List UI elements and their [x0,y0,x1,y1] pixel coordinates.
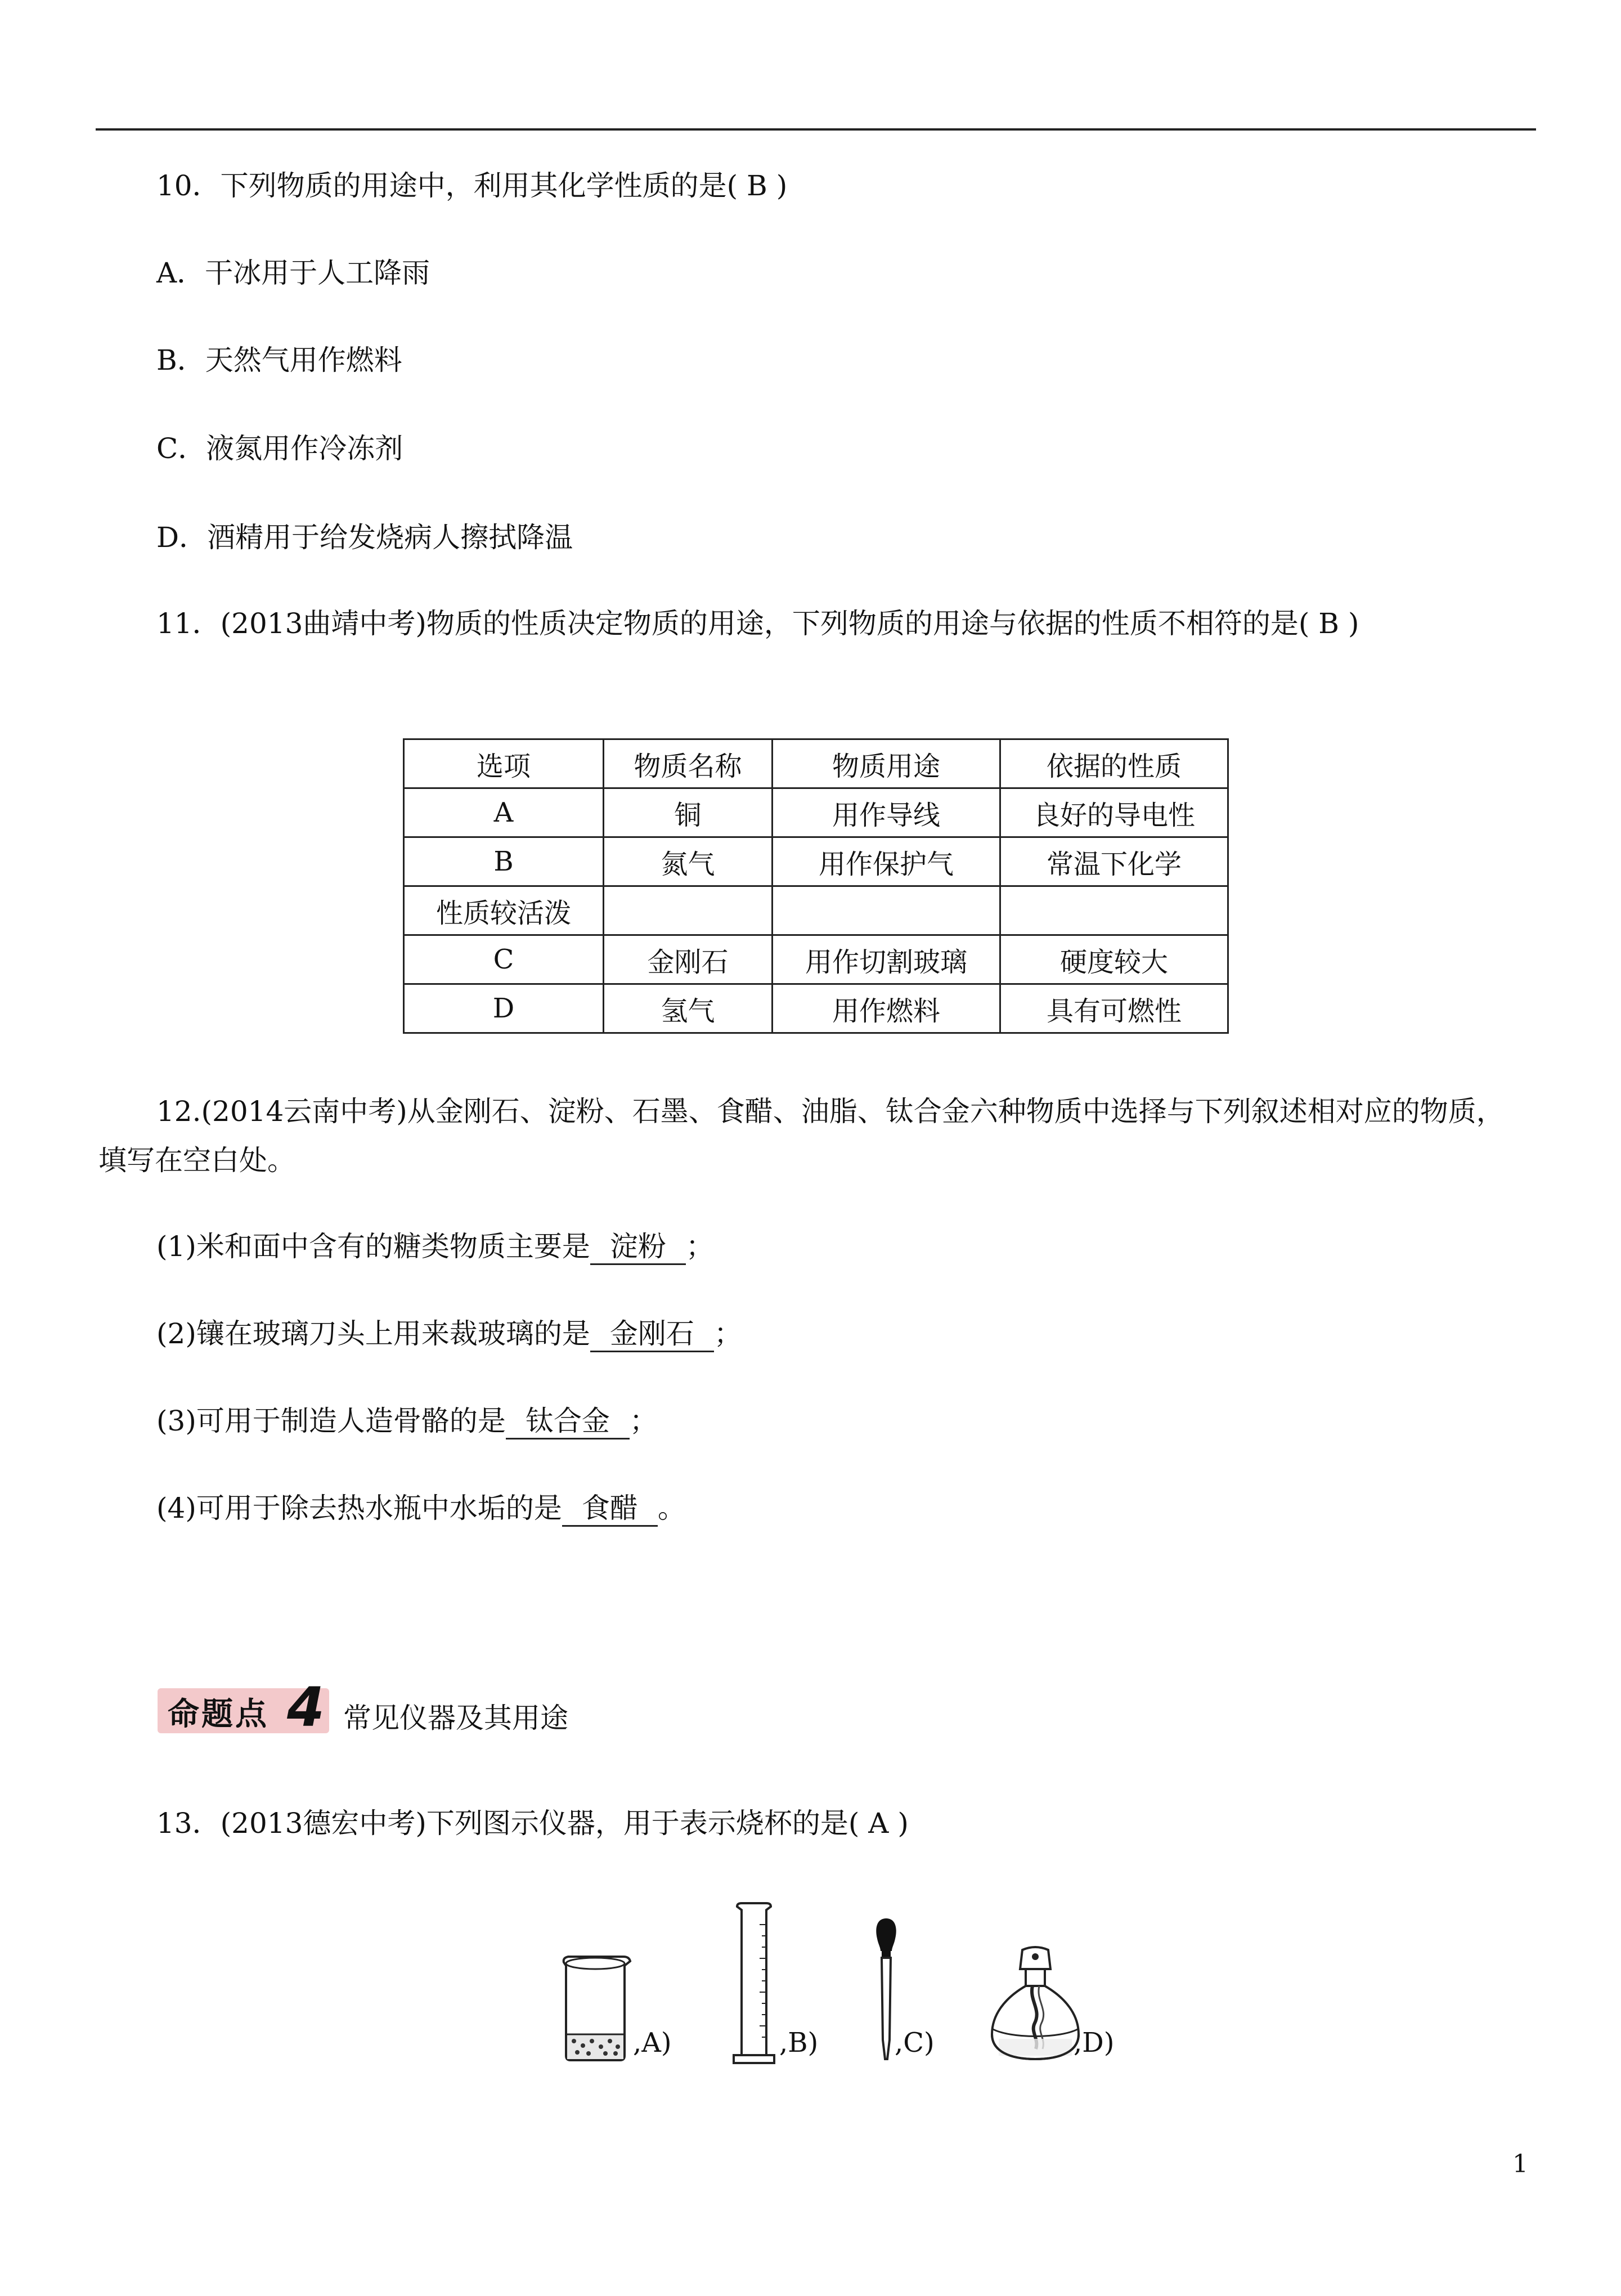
table-cell [773,886,1000,935]
q12-item-suffix: 。 [657,1492,686,1524]
q12-item-prefix: (4)可用于除去热水瓶中水垢的是 [156,1492,562,1524]
q12-item-suffix: ； [629,1405,658,1437]
table-header-cell: 物质用途 [773,739,1000,788]
q12-item-suffix: ； [685,1230,714,1263]
q11-stem-text: 11．(2013曲靖中考)物质的性质决定物质的用途，下列物质的用途与依据的性质不相符的是( [156,607,1310,640]
table-cell: 氮气 [604,837,773,886]
table-cell: 硬度较大 [1000,935,1228,984]
q12-item-prefix: (3)可用于制造人造骨骼的是 [156,1405,506,1437]
graduated-cylinder-icon [731,1902,776,2065]
table-cell: 用作切割玻璃 [773,935,1000,984]
q12-item-prefix: (2)镶在玻璃刀头上用来裁玻璃的是 [156,1317,590,1350]
q10-stem [156,166,787,205]
table-cell: A [404,788,604,837]
table-cell: B [404,837,604,886]
alcohol-lamp-icon [987,1944,1083,2062]
table-header-cell: 依据的性质 [1000,739,1228,788]
answer-blank [562,1491,658,1527]
instrument-label-c: ,C) [895,2027,935,2059]
q13-answer: A [868,1807,889,1840]
q12-answer-3: 钛合金 [525,1405,610,1437]
instrument-label-b: ,B) [779,2027,819,2059]
table-cell: 良好的导电性 [1000,788,1228,837]
page-number: 1 [1512,2150,1528,2178]
table-row [404,984,1228,1033]
table-cell: 铜 [604,788,773,837]
section-badge-number: 4 [287,1676,325,1739]
answer-blank [590,1317,714,1352]
table-cell: C [404,935,604,984]
q12-answer-2: 金刚石 [609,1317,694,1350]
table-header-cell: 选项 [404,739,604,788]
q13-stem [156,1804,909,1843]
q13-close: ) [897,1807,909,1840]
q10-option-a: A．干冰用于人工降雨 [156,257,430,289]
q13-stem-text: 13．(2013德宏中考)下列图示仪器，用于表示烧杯的是( [156,1807,860,1840]
header-rule [96,128,1536,131]
table-cell: 用作导线 [773,788,1000,837]
q12-item-2 [156,1314,742,1353]
table-cell: 用作保护气 [773,837,1000,886]
table-row [404,886,1228,935]
instrument-label-a: ,A) [633,2027,672,2059]
table-cell: 氢气 [604,984,773,1033]
section-badge-text: 命题点 [168,1696,269,1733]
q10-option-c: C．液氮用作冷冻剂 [156,432,403,465]
table-cell: 用作燃料 [773,984,1000,1033]
q10-option-b: B．天然气用作燃料 [156,344,402,376]
q11-close: ) [1348,607,1359,640]
table-cell: 常温下化学 [1000,837,1228,886]
q11-answer: B [1318,607,1340,640]
q10-answer: B [747,169,767,202]
q11-stem [156,604,1359,643]
table-row [404,837,1228,886]
section-title: 常见仪器及其用途 [343,1702,568,1734]
q12-item-suffix: ； [713,1317,742,1350]
q12-stem-line1: 12.(2014云南中考)从金刚石、淀粉、石墨、食醋、油脂、钛合金六种物质中选择与下列叙述相对应的物质， [156,1095,1505,1128]
table-header-row [404,739,1228,788]
table-cell [604,886,773,935]
q11-table [403,738,1229,1034]
table-cell: 性质较活泼 [404,886,604,935]
table-cell: 具有可燃性 [1000,984,1228,1033]
q12-item-4 [156,1488,686,1528]
table-cell [1000,886,1228,935]
q12-answer-1: 淀粉 [609,1230,666,1263]
answer-blank [590,1230,686,1265]
table-header-cell: 物质名称 [604,739,773,788]
instrument-label-d: ,D) [1074,2027,1115,2059]
answer-blank [506,1404,630,1440]
table-row [404,935,1228,984]
section-badge [158,1676,329,1739]
q10-stem-text: 10．下列物质的用途中，利用其化学性质的是( [156,169,738,202]
table-cell: D [404,984,604,1033]
q10-option-d: D．酒精用于给发烧病人擦拭降温 [156,521,573,554]
q12-answer-4: 食醋 [581,1492,638,1524]
table-cell: 金刚石 [604,935,773,984]
q12-item-3 [156,1401,658,1441]
q12-item-1 [156,1227,714,1266]
table-row [404,788,1228,837]
beaker-icon [557,1950,636,2062]
q10-close: ) [776,169,788,202]
q12-item-prefix: (1)米和面中含有的糖类物质主要是 [156,1230,590,1263]
q12-stem-line2: 填写在空白处。 [98,1144,295,1177]
